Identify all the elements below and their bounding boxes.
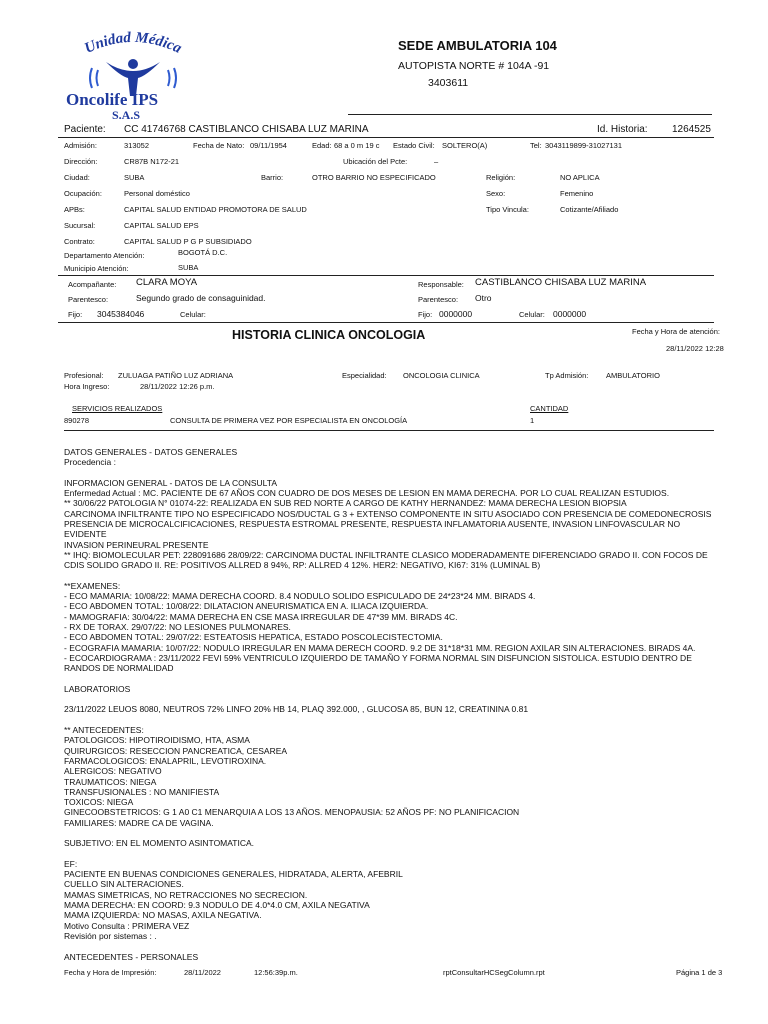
- label-celular-2: Celular:: [519, 310, 545, 319]
- clinical-note-line: - ECO ABDOMEN TOTAL: 29/07/22: ESTEATOSIS HEPATICA, ESTADO POSCOLECISTECTOMIA.: [64, 632, 443, 643]
- label-ocupacion: Ocupación:: [64, 189, 102, 198]
- clinical-note-line: INFORMACION GENERAL - DATOS DE LA CONSULTA: [64, 477, 278, 488]
- label-admision: Admisión:: [64, 141, 97, 150]
- id-historia: 1264525: [672, 124, 711, 135]
- clinical-note-line: - ECO MAMARIA: 10/08/22: MAMA DERECHA COORD. 8.4 NODULO SOLIDO ESPICULADO DE 24*23*24 MM. BIRADS 4.: [64, 591, 536, 602]
- clinical-note-line: MAMA IZQUIERDA: NO MASAS, AXILA NEGATIVA.: [64, 910, 262, 921]
- label-edad: Edad:: [312, 141, 332, 150]
- clinical-note-line: EF:: [64, 858, 78, 869]
- fecha-nacto-value: 09/11/1954: [250, 141, 287, 150]
- companion-top-divider: [58, 275, 714, 276]
- edad-value: 68 a 0 m 19 c: [334, 141, 380, 150]
- label-ciudad: Ciudad:: [64, 173, 90, 182]
- celular-2-value: 0000000: [553, 309, 587, 319]
- clinical-note-line: TRANSFUSIONALES : NO MANIFIESTA: [64, 786, 220, 797]
- sede-address: AUTOPISTA NORTE # 104A -91: [398, 60, 550, 72]
- label-celular: Celular:: [180, 310, 206, 319]
- clinical-note-line: ALERGICOS: NEGATIVO: [64, 766, 162, 777]
- fijo-value: 3045384046: [97, 309, 145, 319]
- clinical-note-line: INVASION PERINEURAL PRESENTE: [64, 539, 209, 550]
- patient-name: CC 41746768 CASTIBLANCO CHISABA LUZ MARINA: [124, 124, 369, 135]
- hora-impresion-value: 12:56:39p.m.: [254, 968, 298, 977]
- label-fijo: Fijo:: [68, 310, 83, 319]
- clinical-note-line: [64, 849, 711, 859]
- clinical-note-line: **EXAMENES:: [64, 580, 121, 591]
- clinic-logo: [58, 28, 208, 124]
- parentesco-2-value: Otro: [475, 293, 492, 303]
- label-fecha-atencion: Fecha y Hora de atención:: [632, 327, 720, 336]
- clinical-note-line: [64, 694, 711, 704]
- companion-bottom-divider: [58, 322, 714, 323]
- label-fijo-2: Fijo:: [418, 310, 433, 319]
- clinical-note-line: [64, 941, 711, 951]
- label-municipio: Municipio Atención:: [64, 264, 129, 273]
- clinical-note-line: ** IHQ: BIOMOLECULAR PET: 228091686 28/09/22: CARCINOMA DUCTAL INFILTRANTE CLASICO MODERADAMENTE DIFERENCIADO GRADO II. CON FOCOS DE: [64, 549, 708, 560]
- cantidad-header: CANTIDAD: [530, 404, 569, 413]
- fijo-2-value: 0000000: [439, 309, 473, 319]
- hora-ingreso-value: 28/11/2022 12:26 p.m.: [140, 382, 215, 391]
- clinical-note-line: Enfermedad Actual : MC. PACIENTE DE 67 AÑOS CON CUADRO DE DOS MESES DE LESION EN MAMA DERECHA. POR LO CUAL REALIZAN ESTUDIOS.: [64, 488, 670, 499]
- clinical-note-line: - ECO ABDOMEN TOTAL: 10/08/22: DILATACION ANEURISMATICA EN A. ILIACA IZQUIERDA.: [64, 601, 429, 612]
- label-barrio: Barrio:: [261, 173, 284, 182]
- clinical-note-line: [64, 468, 711, 478]
- fecha-atencion-value: 28/11/2022 12:28: [666, 344, 724, 353]
- ocupacion-value: Personal doméstico: [124, 189, 190, 198]
- clinical-note-line: CUELLO SIN ALTERACIONES.: [64, 879, 184, 890]
- header-divider: [348, 114, 712, 115]
- clinical-note-line: Procedencia :: [64, 457, 116, 468]
- label-parentesco: Parentesco:: [68, 295, 109, 304]
- tp-admision-value: AMBULATORIO: [606, 371, 660, 380]
- label-apb: APBs:: [64, 205, 85, 214]
- label-fecha-impresion: Fecha y Hora de Impresión:: [64, 968, 157, 977]
- ubicacion-value: –: [434, 157, 439, 166]
- parentesco-value: Segundo grado de consaguinidad.: [136, 293, 266, 303]
- clinical-note-line: FAMILIARES: MADRE CA DE VAGINA.: [64, 817, 214, 828]
- profesional-value: ZULUAGA PATIÑO LUZ ADRIANA: [118, 371, 234, 380]
- label-especialidad: Especialidad:: [342, 371, 387, 380]
- label-sucursal: Sucursal:: [64, 221, 96, 230]
- clinical-note-line: GINECOOBSTETRICOS: G 1 A0 C1 MENARQUIA A LOS 13 AÑOS. MENOPAUSIA: 52 AÑOS PF: NO PLANIFICACION: [64, 807, 520, 818]
- direccion-value: CR87B N172-21: [124, 157, 180, 166]
- admision-value: 313052: [124, 141, 150, 150]
- tipo-vincula-value: Cotizante/Afiliado: [560, 205, 619, 214]
- label-direccion: Dirección:: [64, 157, 98, 166]
- clinical-note-line: ** ANTECEDENTES:: [64, 725, 144, 736]
- tel-value: 3043119899-31027131: [545, 141, 623, 150]
- departamento-value: BOGOTÁ D.C.: [178, 248, 228, 257]
- logo-arc-text: Unidad Médica: [82, 29, 184, 57]
- servicio-descripcion: CONSULTA DE PRIMERA VEZ POR ESPECIALISTA EN ONCOLOGÍA: [170, 416, 408, 425]
- clinical-note-line: [64, 828, 711, 838]
- report-file-name: rptConsultarHCSegColumn.rpt: [443, 968, 545, 977]
- clinical-note-line: CARCINOMA INFILTRANTE TIPO NO ESPECIFICADO NOS/DUCTAL G 3 + EXTENSO COMPONENTE IN SITU ASOCIADO CON PRESENCIA DE COMEDONECROSIS: [64, 508, 712, 519]
- clinical-note-line: Motivo Consulta : PRIMERA VEZ: [64, 920, 190, 931]
- clinical-note-line: QUIRURGICOS: RESECCION PANCREATICA, CESAREA: [64, 745, 288, 756]
- label-responsable: Responsable:: [418, 280, 464, 289]
- clinical-note-line: ** 30/06/22 PATOLOGIA N° 01074-22: REALIZADA EN SUB RED NORTE A CARGO DE KATHY HERNANDEZ: MAMA DERECHA LESION BIOPSIA: [64, 498, 627, 509]
- clinical-note-line: SUBJETIVO: EN EL MOMENTO ASINTOMATICA.: [64, 838, 255, 849]
- label-tel: Tel:: [530, 141, 542, 150]
- clinical-note-line: CDIS SOLIDO GRADO II. RE: POSITIVOS ALLRED 8 94%, RP: ALLRED 4 12%. HER2: NEGATIVO, KI67: 31% (LUMINAL B): [64, 560, 541, 571]
- logo-name: Oncolife IPS: [66, 90, 159, 109]
- clinical-note-line: TRAUMATICOS: NIEGA: [64, 776, 157, 787]
- clinical-note-line: Revisión por sistemas : .: [64, 930, 157, 941]
- clinical-note-line: - ECOCARDIOGRAMA : 23/11/2022 FEVI 59% VENTRICULO IZQUIERDO DE TAMAÑO Y FORMA NORMAL SIN DISFUNCION SISTOLICA. ESTUDIO DENTRO DE: [64, 652, 692, 663]
- servicios-divider: [64, 430, 714, 431]
- clinical-note-line: EVIDENTE: [64, 529, 107, 540]
- municipio-value: SUBA: [178, 263, 199, 272]
- sucursal-value: CAPITAL SALUD EPS: [124, 221, 199, 230]
- clinical-note-line: PACIENTE EN BUENAS CONDICIONES GENERALES, HIDRATADA, ALERTA, AFEBRIL: [64, 869, 403, 880]
- historia-title: HISTORIA CLINICA ONCOLOGIA: [232, 328, 426, 342]
- label-parentesco-2: Parentesco:: [418, 295, 459, 304]
- ciudad-value: SUBA: [124, 173, 145, 182]
- clinical-note-line: - MAMOGRAFIA: 30/04/22: MAMA DERECHA EN CSE MASA IRREGULAR DE 47*39 MM. BIRADS 4C.: [64, 611, 458, 622]
- label-acompanante: Acompañante:: [68, 280, 117, 289]
- label-contrato: Contrato:: [64, 237, 95, 246]
- patient-divider: [58, 137, 714, 138]
- responsable-value: CASTIBLANCO CHISABA LUZ MARINA: [475, 277, 647, 288]
- label-tp-admision: Tp Admisión:: [545, 371, 589, 380]
- acompanante-value: CLARA MOYA: [136, 277, 198, 288]
- clinical-note-line: PRESENCIA DE MICROCALCIFICACIONES, RESPUESTA ESTROMAL PRESENTE, RESPUESTA INFLAMATORIA AUSENTE, INVASION LINFOVASCULAR NO: [64, 519, 681, 530]
- barrio-value: OTRO BARRIO NO ESPECIFICADO: [312, 173, 436, 182]
- label-sexo: Sexo:: [486, 189, 506, 198]
- clinical-note-line: - ECOGRAFIA MAMARIA: 10/07/22: NODULO IRREGULAR EN MAMA DERECH COORD. 9.2 DE 31*18*31 MM. REGION AXILAR SIN ALTERACIONES. BIRADS 4A.: [64, 642, 696, 653]
- label-id-historia: Id. Historia:: [597, 124, 648, 135]
- apb-value: CAPITAL SALUD ENTIDAD PROMOTORA DE SALUD: [124, 205, 307, 214]
- clinical-note-line: MAMAS SIMETRICAS, NO RETRACCIONES NO SECRECION.: [64, 889, 308, 900]
- servicio-cantidad: 1: [530, 416, 535, 425]
- page-number: Página 1 de 3: [676, 968, 723, 977]
- clinical-note-line: [64, 715, 711, 725]
- clinical-notes: [64, 447, 711, 962]
- clinical-note-line: ANTECEDENTES - PERSONALES: [64, 951, 199, 962]
- clinical-note-line: DATOS GENERALES - DATOS GENERALES: [64, 447, 238, 457]
- label-estado-civil: Estado Civil:: [393, 141, 435, 150]
- label-profesional: Profesional:: [64, 371, 104, 380]
- sede-phone: 3403611: [428, 77, 469, 89]
- label-ubicacion: Ubicación del Pcte:: [343, 157, 408, 166]
- fecha-impresion-value: 28/11/2022: [184, 968, 221, 977]
- clinical-note-line: FARMACOLOGICOS: ENALAPRIL, LEVOTIROXINA.: [64, 755, 267, 766]
- label-hora-ingreso: Hora Ingreso:: [64, 382, 110, 391]
- clinical-note-line: 23/11/2022 LEUOS 8080, NEUTROS 72% LINFO 20% HB 14, PLAQ 392.000, , GLUCOSA 85, BUN 12, CREATININA 0.81: [64, 704, 529, 715]
- contrato-value: CAPITAL SALUD P G P SUBSIDIADO: [124, 237, 252, 246]
- label-paciente: Paciente:: [64, 124, 106, 135]
- svg-text:Unidad Médica: [82, 30, 184, 57]
- clinical-note-line: [64, 571, 711, 581]
- sexo-value: Femenino: [560, 189, 594, 198]
- clinical-note-line: LABORATORIOS: [64, 683, 131, 694]
- estado-civil-value: SOLTERO(A): [442, 141, 488, 150]
- label-tipo-vincula: Tipo Vincula:: [486, 205, 529, 214]
- logo-sub: S.A.S: [112, 108, 141, 122]
- label-departamento: Departamento Atención:: [64, 251, 145, 260]
- clinical-note-line: MAMA DERECHA: EN COORD: 9.3 NODULO DE 4.0*4.0 CM, AXILA NEGATIVA: [64, 900, 370, 911]
- clinical-note-line: - RX DE TORAX. 29/07/22: NO LESIONES PULMONARES.: [64, 622, 291, 633]
- especialidad-value: ONCOLOGIA CLINICA: [403, 371, 480, 380]
- clinical-note-line: TOXICOS: NIEGA: [64, 797, 134, 808]
- label-fecha-nacto: Fecha de Nato:: [193, 141, 245, 150]
- label-religion: Religión:: [486, 173, 516, 182]
- clinical-note-line: [64, 674, 711, 684]
- religion-value: NO APLICA: [560, 173, 600, 182]
- servicio-codigo: 890278: [64, 416, 90, 425]
- clinical-note-line: PATOLOGICOS: HIPOTIROIDISMO, HTA, ASMA: [64, 735, 250, 746]
- sede-title: SEDE AMBULATORIA 104: [398, 38, 557, 53]
- servicios-header: SERVICIOS REALIZADOS: [72, 404, 163, 413]
- clinical-note-line: RANDOS DE NORMALIDAD: [64, 663, 174, 674]
